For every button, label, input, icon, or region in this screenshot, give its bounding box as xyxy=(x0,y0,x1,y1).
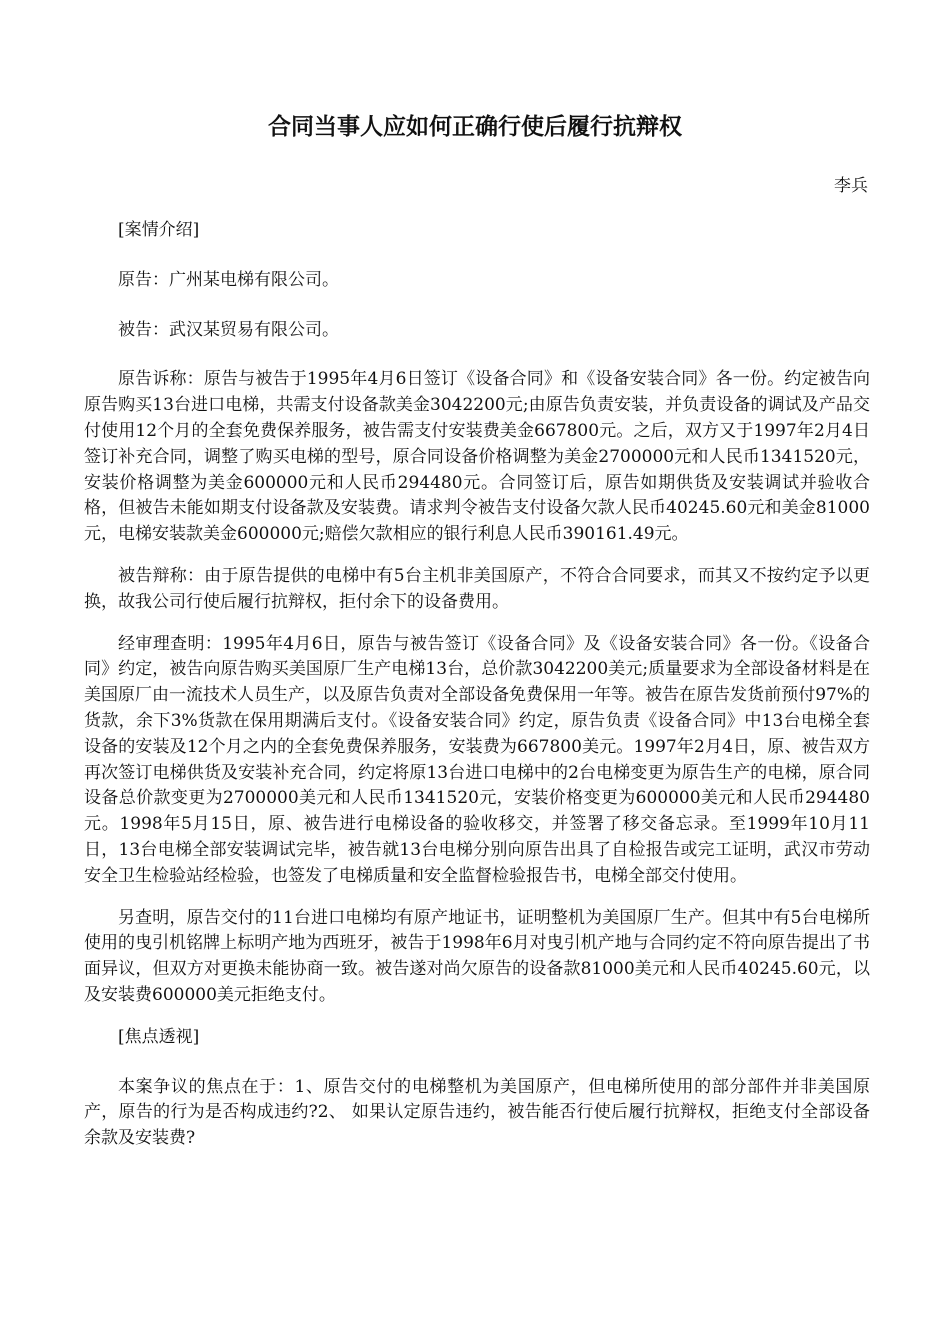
document-body xyxy=(84,218,870,1168)
focus-paragraph: 本案争议的焦点在于：1、原告交付的电梯整机为美国原产，但电梯所使用的部分部件并非美国原产，原告的行为是否构成违约?2、 如果认定原告违约，被告能否行使后履行抗辩权，拒绝支付全部设备余款及安装费? xyxy=(84,1076,870,1149)
defendant-line: 被告：武汉某贸易有限公司。 xyxy=(118,319,339,340)
section-heading-case-intro: [案情介绍] xyxy=(118,220,200,240)
section-heading-focus: [焦点透视] xyxy=(118,1026,200,1047)
court-findings-paragraph: 经审理查明：1995年4月6日，原告与被告签订《设备合同》及《设备安装合同》各一份。《设备合同》约定，被告向原告购买美国原厂生产电梯13台，总价款3042200美元;质量要求为全部设备材料是在美国原厂由一流技术人员生产，以及原告负责对全部设备免费保用一年等。被告在原告发货前预付97%的货款，余下3%货款在保用期满后支付。《设备安装合同》约定，原告负责《设备合同》中13台电梯全套设备的安装及12个月之内的全套免费保养服务，安装费为667800美元。1997年2月4日，原、被告双方再次签订电梯供货及安装补充合同，约定将原13台进口电梯中的2台电梯变更为原告生产的电梯，原合同设备总价款变更为2700000美元和人民币1341520元，安装价格变更为600000美元和人民币294480元。1998年5月15日，原、被告进行电梯设备的验收移交，并签署了移交备忘录。至1999年10月11日，13台电梯全部安装调试完毕，被告就13台电梯分别向原告出具了自检报告或完工证明，武汉市劳动安全卫生检验站经检验，也签发了电梯质量和安全监督检验报告书，电梯全部交付使用。 xyxy=(84,633,870,886)
plaintiff-claim-paragraph: 原告诉称：原告与被告于1995年4月6日签订《设备合同》和《设备安装合同》各一份。约定被告向原告购买13台进口电梯，共需支付设备款美金3042200元;由原告负责安装，并负责设备的调试及产品交付使用12个月的全套免费保养服务，被告需支付安装费美金667800元。之后，双方又于1997年2月4日签订补充合同，调整了购买电梯的型号，原合同设备价格调整为美金2700000元和人民币1341520元，安装价格调整为美金600000元和人民币294480元。合同签订后，原告如期供货及安装调试并验收合格，但被告未能如期支付设备款及安装费。请求判令被告支付设备欠款人民币40245.60元和美金81000元，电梯安装款美金600000元;赔偿欠款相应的银行利息人民币390161.49元。 xyxy=(84,369,870,545)
plaintiff-line: 原告：广州某电梯有限公司。 xyxy=(118,269,339,290)
defendant-defense-paragraph: 被告辩称：由于原告提供的电梯中有5台主机非美国原产，不符合合同要求，而其又不按约定予以更换，故我公司行使后履行抗辩权，拒付余下的设备费用。 xyxy=(84,565,870,612)
additional-findings-paragraph: 另查明，原告交付的11台进口电梯均有原产地证书，证明整机为美国原厂生产。但其中有5台电梯所使用的曳引机铭牌上标明产地为西班牙，被告于1998年6月对曳引机产地与合同约定不符向原告提出了书面异议，但双方对更换未能协商一致。被告遂对尚欠原告的设备款81000美元和人民币40245.60元，以及安装费600000美元拒绝支付。 xyxy=(84,907,870,1005)
document-title: 合同当事人应如何正确行使后履行抗辩权 xyxy=(268,114,682,140)
author-name: 李兵 xyxy=(834,176,868,196)
